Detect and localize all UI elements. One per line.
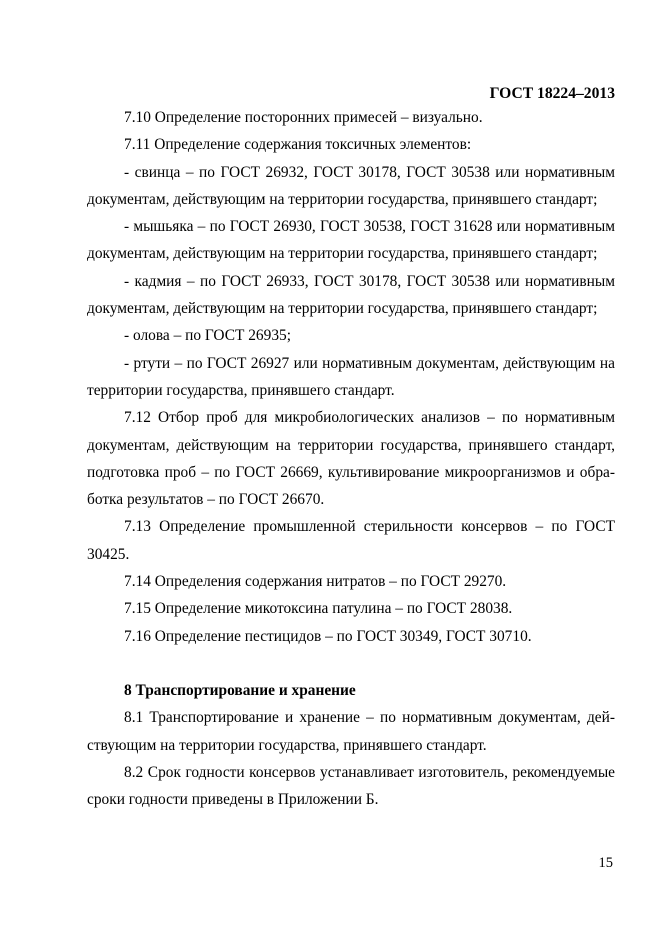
section-title-8: 8 Транспортирование и хранение: [124, 681, 356, 699]
list-item-lead: - свинца – по ГОСТ 26932, ГОСТ 30178, ГОСТ 30538 или нормативным документам, действующим на территории государства, принявшего стандарт;: [87, 163, 615, 208]
list-item-cadmium: - кадмия – по ГОСТ 26933, ГОСТ 30178, ГОСТ 30538 или нормативным документам, действующим на территории государства, принявшего стандарт;: [87, 272, 615, 318]
paragraph-8-1: 8.1 Транспортирование и хранение – по нормативным документам, действующим на территории государства, принявшего стандарт.: [87, 709, 615, 754]
paragraph-7-12: 7.12 Отбор проб для микробиологических анализов – по нормативным документам, действующим на территории государства, принявшего стандарт, подготовка проб – по ГОСТ 26669, культивирование микроорганизмов и обработка результатов – по ГОСТ 26670.: [87, 409, 615, 509]
paragraph-7-13: 7.13 Определение промышленной стерильности консервов – по ГОСТ 30425.: [87, 518, 615, 563]
paragraph-7-10: 7.10 Определение посторонних примесей – визуально.: [124, 109, 483, 126]
document-header-standard: ГОСТ 18224–2013: [489, 85, 615, 102]
list-item-tin: - олова – по ГОСТ 26935;: [124, 327, 291, 345]
paragraph-7-15: 7.15 Определение микотоксина патулина – по ГОСТ 28038.: [124, 600, 513, 618]
list-item-arsenic: - мышьяка – по ГОСТ 26930, ГОСТ 30538, ГОСТ 31628 или нормативным документам, действующим на территории государства, принявшего стандарт;: [87, 218, 615, 263]
paragraph-7-11: 7.11 Определение содержания токсичных элементов:: [124, 136, 472, 154]
paragraph-8-2: 8.2 Срок годности консервов устанавливает изготовитель, рекомендуемые сроки годности приведены в Приложении Б.: [87, 763, 615, 809]
paragraph-7-16: 7.16 Определение пестицидов – по ГОСТ 30349, ГОСТ 30710.: [124, 627, 532, 645]
document-body: [87, 104, 615, 813]
page-number: 15: [598, 855, 613, 871]
list-item-mercury: - ртути – по ГОСТ 26927 или нормативным документам, действующим на территории государства, принявшего стандарт.: [87, 354, 615, 399]
paragraph-7-14: 7.14 Определения содержания нитратов – по ГОСТ 29270.: [124, 573, 507, 591]
